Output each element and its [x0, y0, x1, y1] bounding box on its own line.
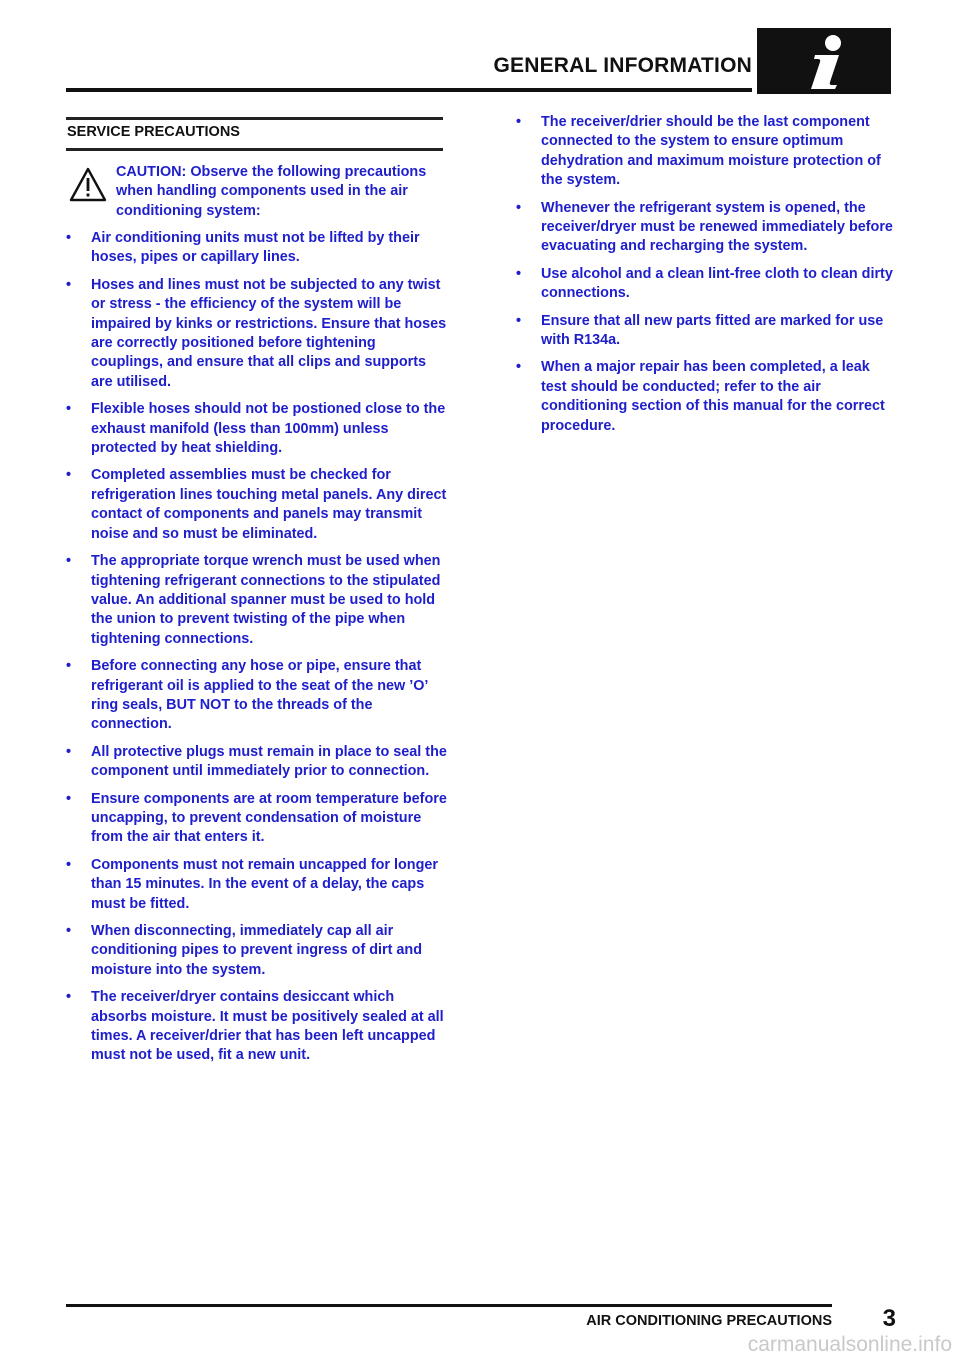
caution-text: CAUTION: Observe the following precautions when handling components used in the air conditioning system:	[116, 164, 427, 219]
bullet-glyph: •	[66, 276, 72, 293]
bullet-glyph: •	[66, 743, 72, 760]
list-item	[66, 400, 448, 458]
list-item-text: The receiver/dryer contains desiccant which absorbs moisture. It must be positively sealed at all times. A receiver/drier that has been left uncapped must not be used, fit a new unit.	[91, 989, 444, 1064]
list-item-text: When disconnecting, immediately cap all air conditioning pipes to prevent ingress of dirt and moisture into the system.	[91, 923, 422, 978]
list-item-text: All protective plugs must remain in place to seal the component until immediately prior to connection.	[91, 743, 447, 780]
page-header-title: GENERAL INFORMATION	[493, 54, 752, 77]
list-item-text: Use alcohol and a clean lint-free cloth to clean dirty connections.	[541, 265, 893, 302]
bullet-glyph: •	[516, 312, 522, 329]
list-item	[66, 988, 448, 1066]
watermark: carmanualsonline.info	[747, 1333, 952, 1356]
list-item	[66, 657, 448, 735]
list-item	[516, 312, 899, 351]
header-rule	[66, 88, 752, 92]
list-item-text: Ensure components are at room temperature before uncapping, to prevent condensation of moisture from the air that enters it.	[91, 790, 447, 846]
list-item	[516, 113, 899, 191]
list-item	[66, 276, 448, 392]
list-item-text: Before connecting any hose or pipe, ensure that refrigerant oil is applied to the seat of the new ’O’ ring seals, BUT NOT to the threads of the connection.	[91, 658, 428, 733]
bullet-glyph: •	[516, 199, 522, 216]
page-number: 3	[882, 1305, 896, 1332]
list-item	[66, 466, 448, 544]
list-item	[516, 265, 899, 304]
list-item-text: Flexible hoses should not be postioned close to the exhaust manifold (less than 100mm) unless protected by heat shielding.	[91, 401, 446, 457]
section-title: SERVICE PRECAUTIONS	[67, 124, 240, 140]
precautions-list-right	[516, 113, 899, 444]
list-item-text: Components must not remain uncapped for longer than 15 minutes. In the event of a delay, the caps must be fitted.	[91, 856, 438, 912]
info-icon	[757, 28, 891, 94]
bullet-glyph: •	[66, 553, 72, 570]
info-logo	[757, 28, 891, 94]
bullet-glyph: •	[66, 658, 72, 675]
footer-rule	[66, 1304, 832, 1307]
list-item-text: When a major repair has been completed, a leak test should be conducted; refer to the air conditioning section of this manual for the correct procedure.	[541, 359, 885, 434]
footer-section-title: AIR CONDITIONING PRECAUTIONS	[586, 1313, 832, 1329]
section-rule-bottom	[66, 148, 443, 151]
bullet-glyph: •	[66, 989, 72, 1006]
bullet-glyph: •	[66, 467, 72, 484]
list-item	[516, 358, 899, 436]
precautions-list-left	[66, 229, 448, 1074]
bullet-glyph: •	[66, 401, 72, 418]
bullet-glyph: •	[516, 265, 522, 282]
warning-triangle-icon	[68, 166, 108, 209]
list-item	[66, 856, 448, 914]
bullet-glyph: •	[66, 923, 72, 939]
bullet-glyph: •	[66, 230, 72, 246]
list-item	[66, 743, 448, 782]
section-rule-top	[66, 117, 443, 120]
list-item-text: Ensure that all new parts fitted are marked for use with R134a.	[541, 312, 884, 349]
bullet-glyph: •	[66, 790, 72, 807]
list-item-text: The receiver/drier should be the last component connected to the system to ensure optimum dehydration and maximum moisture protection of the system.	[541, 114, 881, 189]
list-item-text: The appropriate torque wrench must be used when tightening refrigerant connections to the stipulated value. An additional spanner must be used to hold the union to prevent twisting of the pipe when tightening connections.	[91, 553, 441, 647]
bullet-glyph: •	[516, 114, 522, 130]
list-item	[66, 922, 448, 980]
list-item-text: Hoses and lines must not be subjected to any twist or stress - the efficiency of the system will be impaired by kinks or restrictions. Ensure that hoses are correctly positioned before tightening couplings, and ensure that all clips and supports are utilised.	[91, 276, 447, 390]
list-item	[516, 199, 899, 257]
list-item-text: Air conditioning units must not be lifted by their hoses, pipes or capillary lines.	[91, 230, 420, 266]
bullet-glyph: •	[66, 856, 72, 873]
bullet-glyph: •	[516, 359, 522, 376]
list-item	[66, 552, 448, 649]
list-item	[66, 229, 448, 268]
list-item-text: Completed assemblies must be checked for refrigeration lines touching metal panels. Any direct contact of components and panels may transmit noise and so must be eliminated.	[91, 467, 447, 542]
list-item-text: Whenever the refrigerant system is opened, the receiver/dryer must be renewed immediately before evacuating and recharging the system.	[541, 199, 893, 255]
list-item	[66, 790, 448, 848]
